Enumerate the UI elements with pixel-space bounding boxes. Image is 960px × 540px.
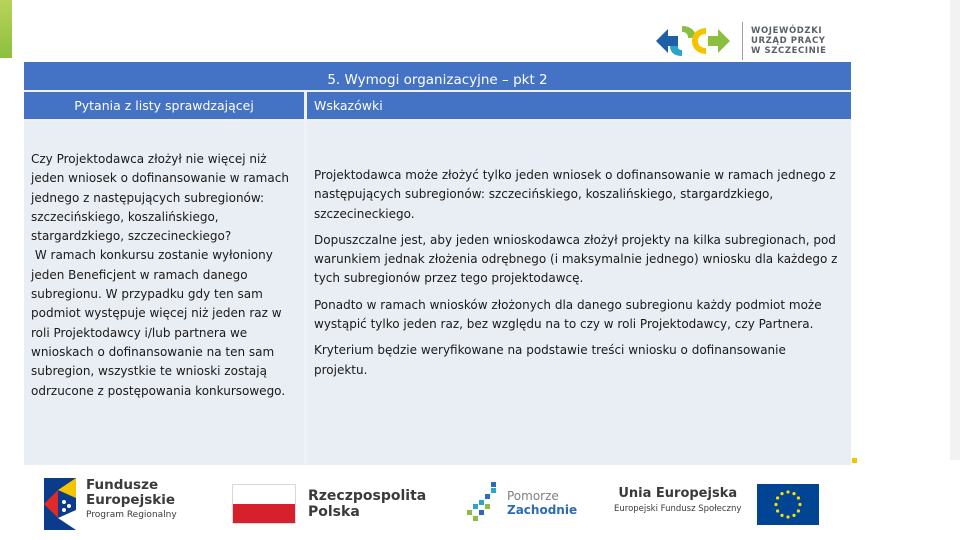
rp-line-1: Rzeczpospolita [308,488,427,504]
fe-line-2: Europejskie [86,492,176,508]
ue-line-1: Unia Europejska [618,486,738,501]
question-note-paragraph: W ramach konkursu zostanie wyłoniony jeden Beneficjent w ramach danego subregionu. W przypadku gdy ten sam podmiot występuje więcej niż jeden raz w roli Projektodawcy i/lub partnera we wnioskach o dofinansowanie na ten sam subregion, wszystkie te wnioski zostają odrzucone z postępowania konkursowego. [31,248,286,398]
guideline-paragraph: Projektodawca może złożyć tylko jeden wniosek o dofinansowanie w ramach jednego z następujących subregionów: szczecińskiego, koszalińskiego, stargardzkiego, szczecineckiego. [314,168,836,221]
rp-line-2: Polska [308,504,360,520]
wup-logo-text [751,26,827,56]
question-paragraph: Czy Projektodawca złożył nie więcej niż jeden wniosek o dofinansowanie w ramach jednego z następujących subregionów: szczecińskiego, koszalińskiego, stargardzkiego, szczecineckiego? [31,152,293,244]
fundusze-europejskie-logo [44,478,177,530]
eu-flag-icon [757,484,819,525]
pz-line-2: Zachodnie [507,503,578,517]
rzeczpospolita-logo [232,484,426,524]
funding-logos-footer [0,470,960,540]
fe-logo-text [86,478,177,522]
logo-line-2: URZĄD PRACY [751,36,826,46]
corner-accent [852,458,857,463]
rp-logo-text [308,488,426,520]
unia-europejska-logo [614,486,741,516]
logo-line-3: W SZCZECINIE [751,46,827,56]
column-header-questions: Pytania z listy sprawdzającej [24,92,304,119]
guideline-paragraph: Ponadto w ramach wniosków złożonych dla danego subregionu każdy podmiot może wystąpić tylko jeden raz, bez względu na to czy w roli Projektodawcy, czy Partnera. [314,297,822,332]
wup-logo [652,18,827,64]
pz-line-1: Pomorze [507,489,559,503]
pomorze-mark-icon [465,480,501,526]
guideline-paragraph: Dopuszczalne jest, aby jeden wnioskodawca złożył projekty na kilka subregionach, pod warunkiem jednak złożenia odrębnego (i maksymalnie jednego) wniosku dla każdego z tych subregionów przez tego projektodawcę. [314,232,838,286]
accent-bar [0,0,12,58]
side-strip [950,0,960,460]
fe-line-3: Program Regionalny [86,510,177,520]
logo-line-1: WOJEWÓDZKI [751,26,823,36]
guideline-paragraph: Kryterium będzie weryfikowane na podstawie treści wniosku o dofinansowanie projektu. [314,343,786,377]
wup-logo-mark-icon [652,20,734,62]
pz-logo-text [507,489,577,517]
table-title: 5. Wymogi organizacyjne – pkt 2 [24,62,851,90]
ue-line-2: Europejski Fundusz Społeczny [614,504,742,514]
fe-line-1: Fundusze [86,477,159,493]
requirements-table [24,62,851,465]
pomorze-zachodnie-logo [465,480,577,526]
column-header-guidelines: Wskazówki [307,92,851,119]
polish-flag-icon [232,484,296,524]
guidelines-cell [307,121,851,465]
questions-cell [24,121,304,465]
fe-flag-icon [44,478,76,530]
logo-divider [742,22,743,60]
